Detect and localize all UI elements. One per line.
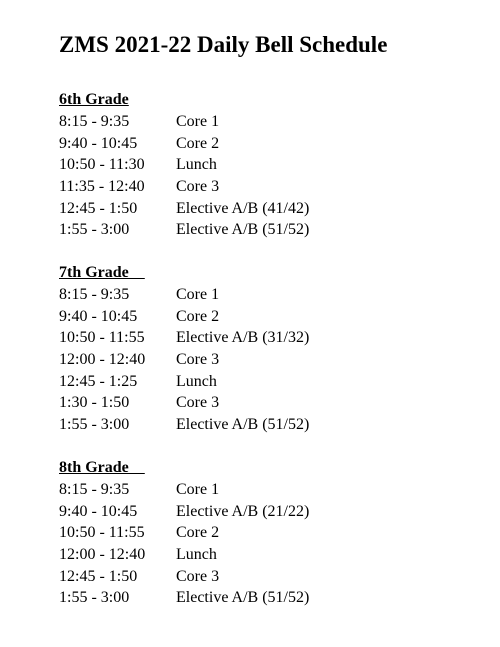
schedule-row	[59, 522, 459, 544]
schedule-row	[59, 306, 459, 328]
period-time: 10:50 - 11:55	[59, 524, 145, 542]
schedule-row	[59, 111, 459, 133]
schedule-row	[59, 176, 459, 198]
schedule-row	[59, 284, 459, 306]
period-time: 10:50 - 11:30	[59, 156, 145, 174]
period-time: 11:35 - 12:40	[59, 178, 145, 196]
period-name: Elective A/B (51/52)	[176, 221, 310, 239]
schedule-row	[59, 198, 459, 220]
period-name: Lunch	[176, 156, 217, 174]
period-name: Core 2	[176, 307, 220, 325]
period-name: Core 3	[176, 351, 220, 369]
schedule-row	[59, 414, 459, 436]
grade-section-7th	[59, 262, 459, 436]
period-time: 1:55 - 3:00	[59, 221, 130, 239]
period-name: Core 3	[176, 567, 220, 585]
schedule-row	[59, 566, 459, 588]
period-time: 9:40 - 10:45	[59, 502, 138, 520]
period-name: Elective A/B (51/52)	[176, 589, 310, 607]
period-time: 8:15 - 9:35	[59, 481, 130, 498]
period-name: Elective A/B (41/42)	[176, 199, 310, 217]
schedule-row	[59, 219, 459, 241]
schedule-row	[59, 544, 459, 566]
period-time: 12:00 - 12:40	[59, 351, 146, 369]
schedule-row	[59, 392, 459, 414]
period-time: 9:40 - 10:45	[59, 134, 138, 152]
period-name: Core 1	[176, 113, 220, 130]
period-name: Elective A/B (31/32)	[176, 329, 310, 347]
period-name: Core 1	[176, 286, 220, 303]
period-name: Elective A/B (21/22)	[176, 502, 310, 520]
period-name: Core 2	[176, 134, 220, 152]
grade-section-6th	[59, 89, 459, 241]
period-time: 8:15 - 9:35	[59, 286, 130, 303]
schedule-row	[59, 587, 459, 609]
schedule-row	[59, 479, 459, 501]
period-name: Core 2	[176, 524, 220, 542]
grade-heading: 6th Grade	[59, 91, 129, 108]
schedule-row	[59, 133, 459, 155]
period-name: Elective A/B (51/52)	[176, 416, 310, 434]
period-time: 12:00 - 12:40	[59, 546, 146, 564]
schedule-row	[59, 501, 459, 523]
period-time: 9:40 - 10:45	[59, 307, 138, 325]
schedule-row	[59, 371, 459, 393]
period-time: 1:30 - 1:50	[59, 394, 130, 412]
period-name: Lunch	[176, 546, 217, 564]
period-name: Core 3	[176, 178, 220, 196]
page-title: ZMS 2021-22 Daily Bell Schedule	[59, 32, 388, 57]
period-time: 1:55 - 3:00	[59, 589, 130, 607]
period-time: 8:15 - 9:35	[59, 113, 130, 130]
period-name: Core 3	[176, 394, 220, 412]
period-time: 12:45 - 1:50	[59, 199, 138, 217]
schedule-row	[59, 154, 459, 176]
period-time: 1:55 - 3:00	[59, 416, 130, 434]
period-time: 10:50 - 11:55	[59, 329, 145, 347]
grade-section-8th	[59, 457, 459, 609]
grade-heading: 8th Grade	[59, 459, 145, 476]
period-name: Lunch	[176, 372, 217, 390]
period-time: 12:45 - 1:25	[59, 372, 138, 390]
grade-heading: 7th Grade	[59, 264, 145, 281]
schedule-row	[59, 327, 459, 349]
period-name: Core 1	[176, 481, 220, 498]
period-time: 12:45 - 1:50	[59, 567, 138, 585]
schedule-row	[59, 349, 459, 371]
